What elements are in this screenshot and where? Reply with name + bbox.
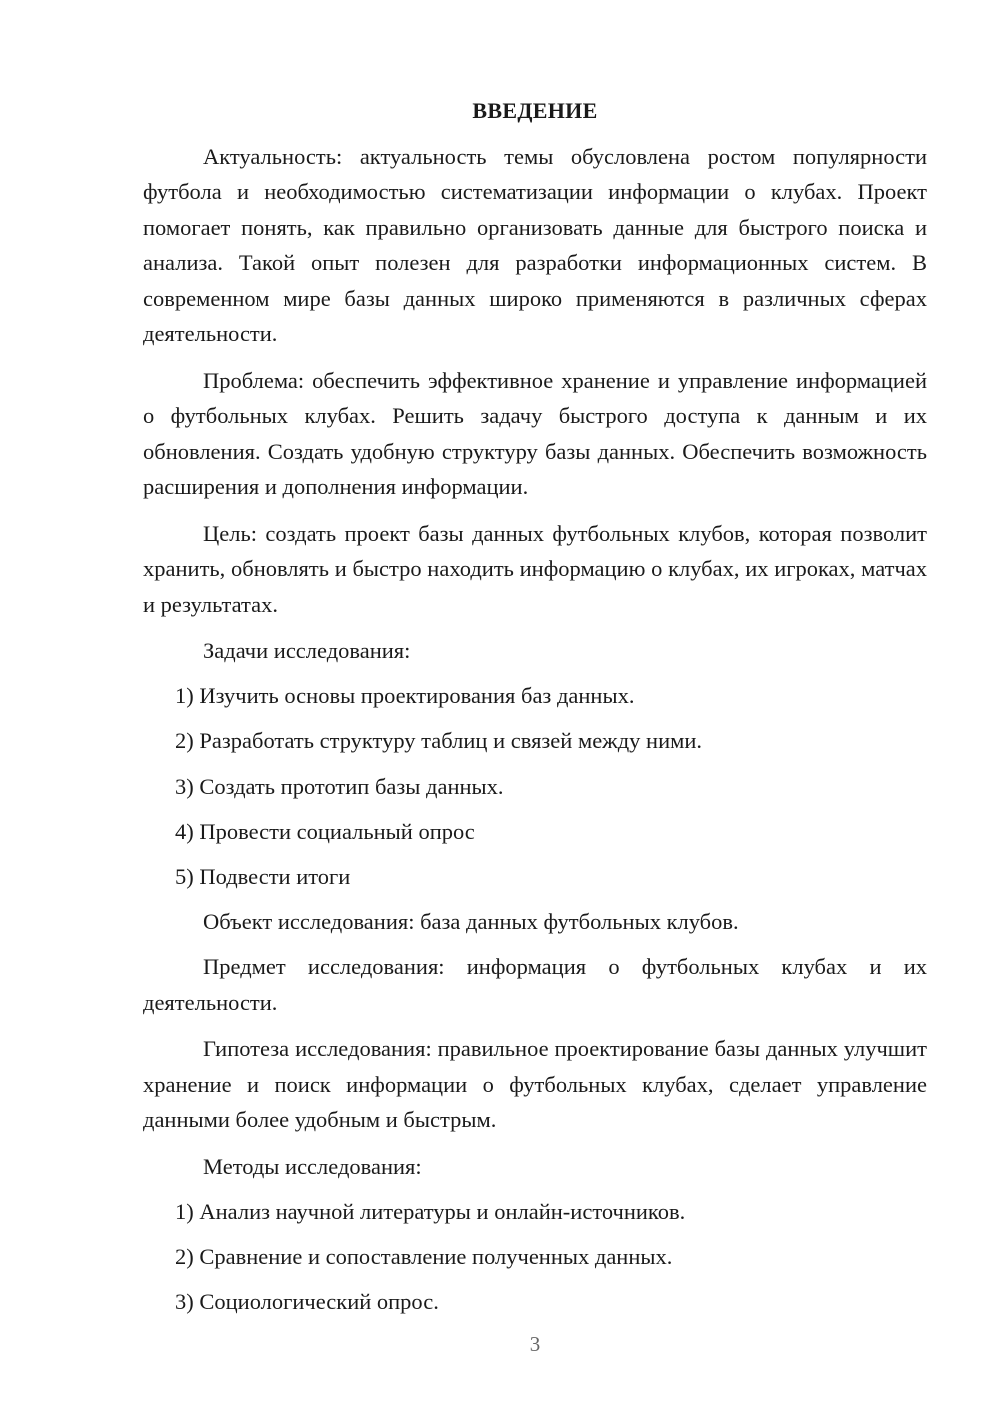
object-line: Объект исследования: база данных футбольных клубов. bbox=[203, 909, 739, 935]
tasks-heading: Задачи исследования: bbox=[203, 638, 411, 663]
relevance-paragraph: Актуальность: актуальность темы обусловлена ростом популярности футбола и необходимостью систематизации информации о клубах. Проект помогает понять, как правильно организовать данные для быстрого поиска и анализа. Такой опыт полезен для разработки информационных систем. В современном мире базы данных широко применяются в различных сферах деятельности. bbox=[143, 143, 927, 346]
method-item: 1) Анализ научной литературы и онлайн-источников. bbox=[175, 1199, 686, 1224]
goal-paragraph: Цель: создать проект базы данных футбольных клубов, которая позволит хранить, обновлять и быстро находить информацию о клубах, их игроках, матчах и результатах. bbox=[143, 520, 927, 617]
section-heading: ВВЕДЕНИЕ bbox=[472, 98, 598, 123]
problem-paragraph: Проблема: обеспечить эффективное хранение и управление информацией о футбольных клубах. Решить задачу быстрого доступа к данным и их обновления. Создать удобную структуру базы данных. Обеспечить возможность расширения и дополнения информации. bbox=[143, 367, 927, 499]
task-item: 1) Изучить основы проектирования баз данных. bbox=[175, 683, 635, 709]
task-item: 3) Создать прототип базы данных. bbox=[175, 773, 504, 799]
methods-heading: Методы исследования: bbox=[203, 1153, 422, 1179]
page-number: 3 bbox=[529, 1332, 541, 1356]
task-item: 2) Разработать структуру таблиц и связей между ними. bbox=[175, 728, 703, 754]
hypothesis-paragraph: Гипотеза исследования: правильное проектирование базы данных улучшит хранение и поиск информации о футбольных клубах, сделает управление данными более удобным и быстрым. bbox=[143, 1036, 927, 1133]
task-item: 5) Подвести итоги bbox=[175, 863, 351, 889]
subject-paragraph: Предмет исследования: информация о футбольных клубах и их деятельности. bbox=[143, 954, 927, 1015]
task-item: 4) Провести социальный опрос bbox=[175, 818, 475, 844]
method-item: 2) Сравнение и сопоставление полученных данных. bbox=[175, 1244, 673, 1270]
page-content bbox=[143, 93, 927, 1330]
method-item: 3) Социологический опрос. bbox=[175, 1289, 439, 1315]
